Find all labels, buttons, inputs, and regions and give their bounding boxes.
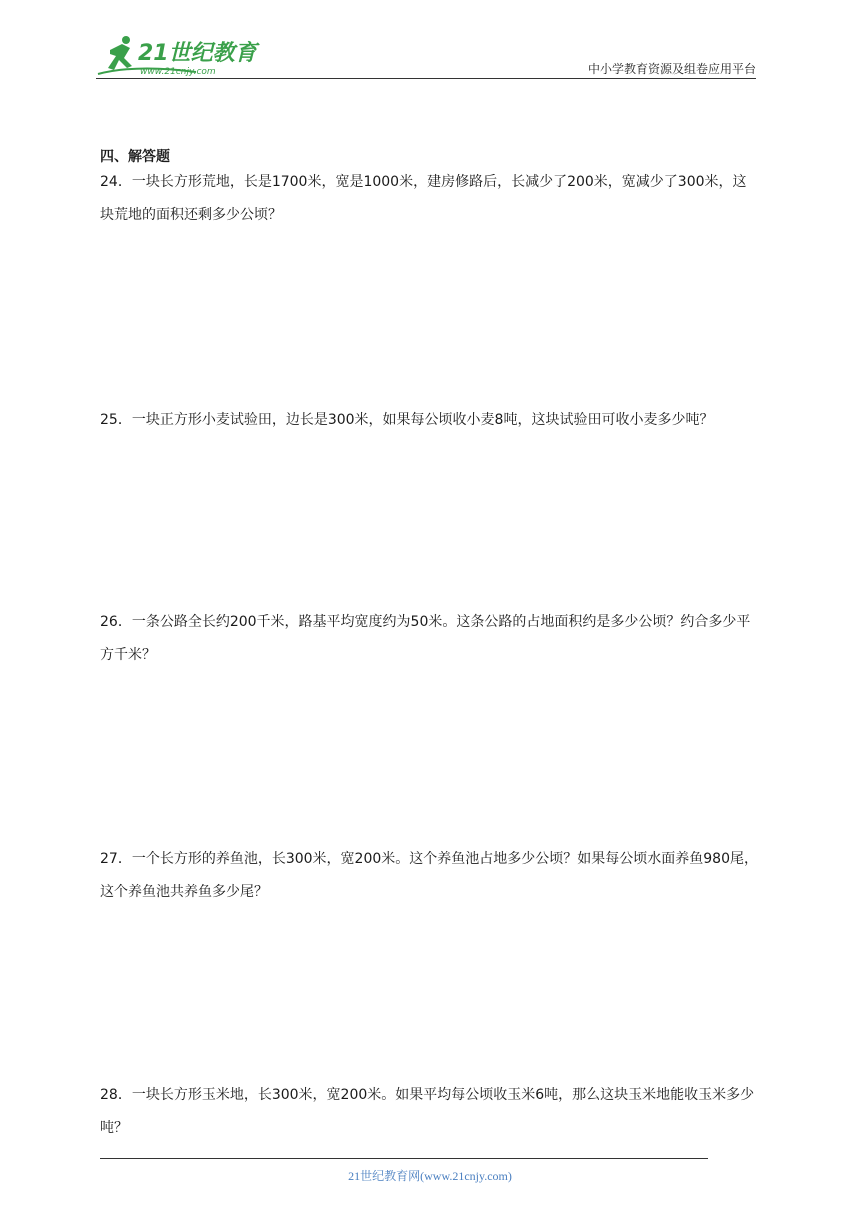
question-24: 24．一块长方形荒地，长是1700米，宽是1000米，建房修路后，长减少了200米，宽减少了300米，这块荒地的面积还剩多少公顷？ [100,174,747,223]
svg-text:21世纪教育: 21世纪教育 [138,41,257,66]
question-26: 26．一条公路全长约200千米，路基平均宽度约为50米。这条公路的占地面积约是多少公顷？约合多少平方千米？ [100,614,751,663]
header-divider [96,78,756,79]
question-25: 25．一块正方形小麦试验田，边长是300米，如果每公顷收小麦8吨，这块试验田可收小麦多少吨？ [100,412,714,428]
page-header [0,0,860,80]
logo-21cnjy [96,34,261,78]
footer-divider [100,1158,708,1159]
section-title: 四、解答题 [100,149,170,165]
platform-name: 中小学教育资源及组卷应用平台 [587,62,756,76]
footer-link[interactable]: 21世纪教育网(www.21cnjy.com) [348,1169,512,1183]
question-28: 28．一块长方形玉米地，长300米，宽200米。如果平均每公顷收玉米6吨，那么这块玉米地能收玉米多少吨？ [100,1087,755,1136]
question-27: 27．一个长方形的养鱼池，长300米，宽200米。这个养鱼池占地多少公顷？如果每公顷水面养鱼980尾，这个养鱼池共养鱼多少尾？ [100,851,758,900]
svg-text:www.21cnjy.com: www.21cnjy.com [140,67,216,77]
